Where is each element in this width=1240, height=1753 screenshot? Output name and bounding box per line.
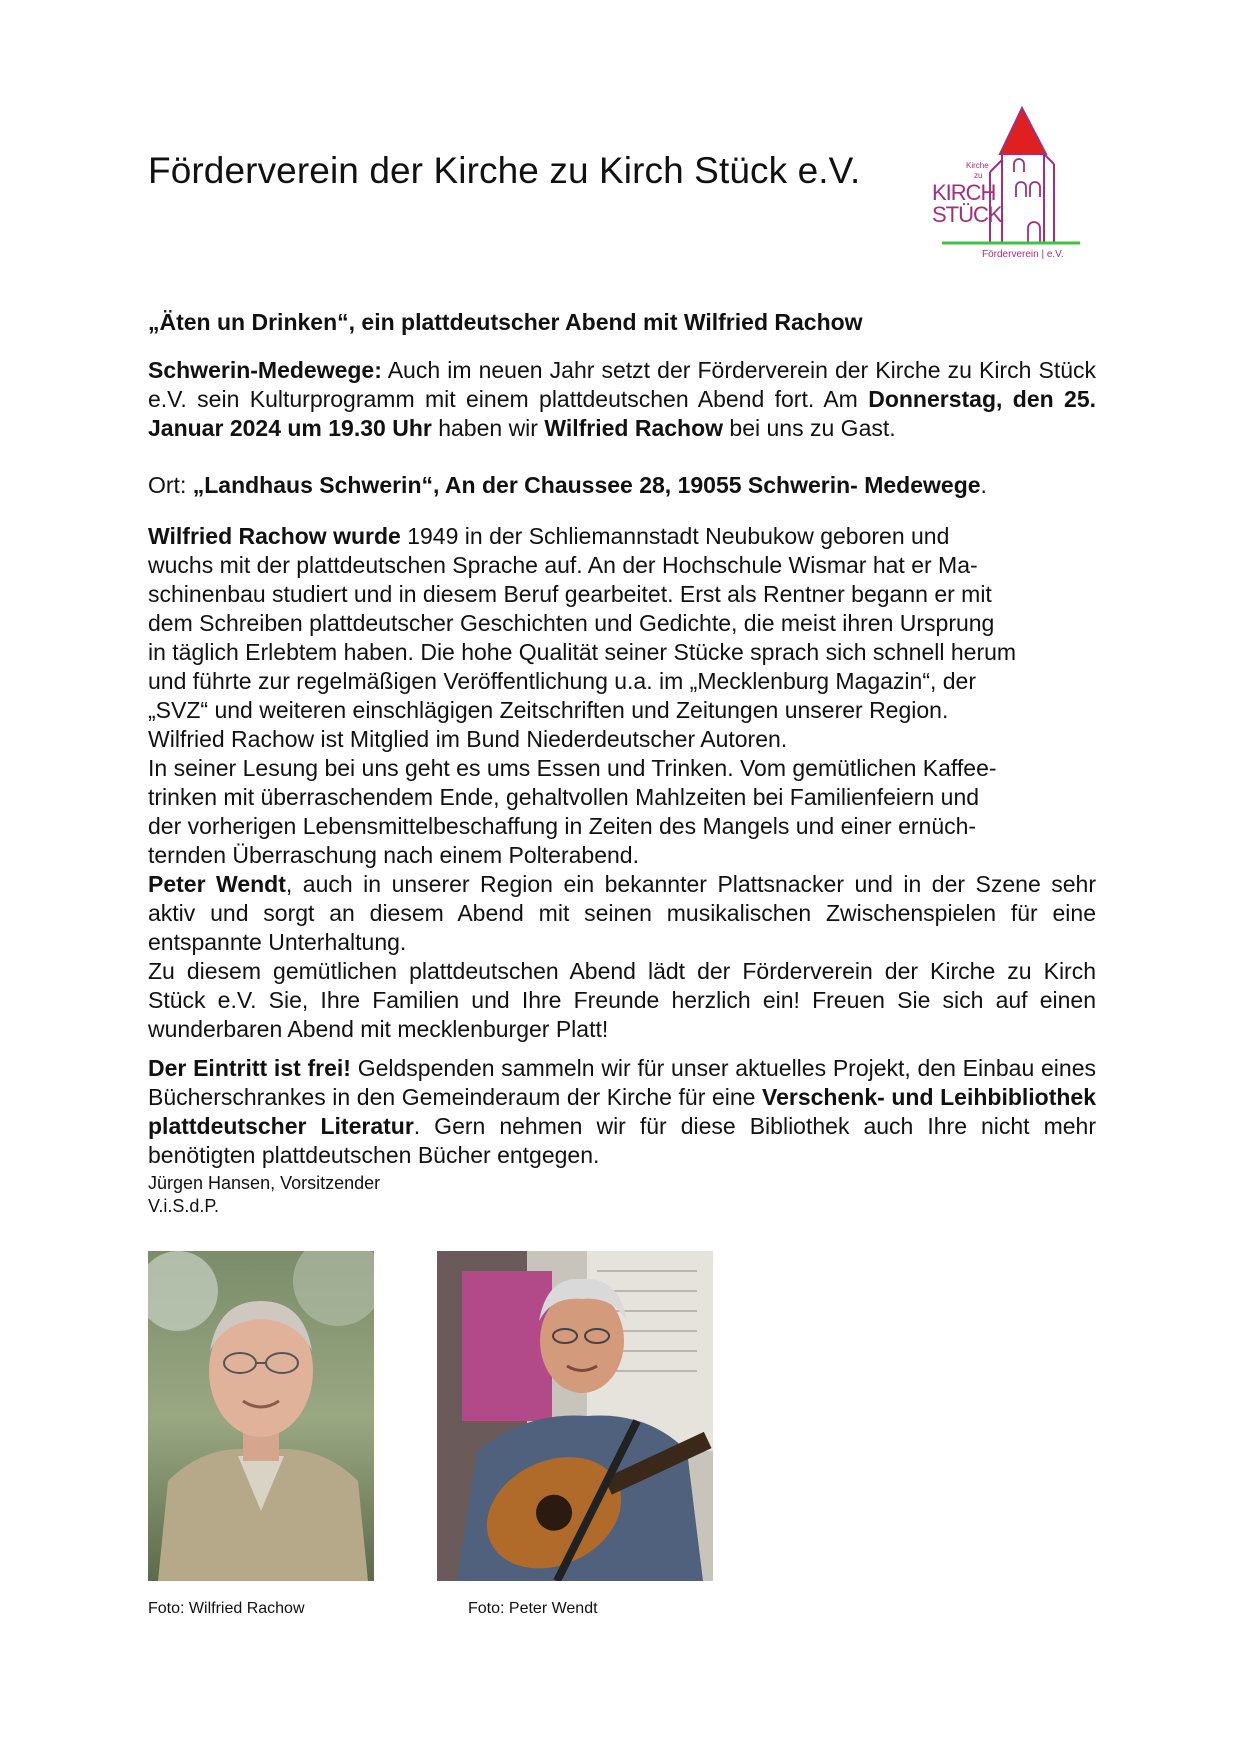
- signature: [148, 1172, 380, 1218]
- photo-peter-wendt: [437, 1251, 713, 1581]
- logo-text-zu: zu: [974, 171, 983, 180]
- bio-line: dem Schreiben plattdeutscher Geschichten und Gedichte, die meist ihren Ursprung: [148, 610, 995, 636]
- entry-text-2: . Gern nehmen wir für diese Bibliothek auch Ihre nicht mehr benötigten plattdeutschen Bücher entgegen.: [148, 1113, 1096, 1168]
- signature-visdp: V.i.S.d.P.: [148, 1196, 220, 1216]
- intro-date: Donnerstag, den 25. Januar 2024 um 19.30 Uhr: [148, 386, 1097, 441]
- entry-free: Der Eintritt ist frei!: [148, 1055, 351, 1081]
- bio-line: wuchs mit der plattdeutschen Sprache auf. An der Hochschule Wismar hat er Ma-: [148, 552, 978, 578]
- entry-paragraph: [148, 1054, 1096, 1170]
- bio-line: [148, 522, 1096, 551]
- intro-paragraph: [148, 356, 1096, 443]
- bio-line: trinken mit überraschendem Ende, gehaltvollen Mahlzeiten bei Familienfeiern und: [148, 784, 980, 810]
- intro-text-2: haben wir: [431, 415, 545, 441]
- musician-text: , auch in unserer Region ein bekannter Plattsnacker und in der Szene sehr aktiv und sorgt an diesem Abend mit seinen musikalischen Zwischenspielen für eine entspannte Unterhaltung.: [148, 871, 1096, 955]
- bio-line-text: 1949 in der Schliemannstadt Neubukow geboren und: [400, 523, 950, 549]
- bio-line: In seiner Lesung bei uns geht es ums Essen und Trinken. Vom gemütlichen Kaffee-: [148, 755, 997, 781]
- logo-text-kirche: Kirche: [966, 161, 989, 170]
- location-line: [148, 471, 1096, 500]
- intro-place: Schwerin-Medewege:: [148, 357, 382, 383]
- musician-name: Peter Wendt: [148, 871, 286, 897]
- bio-line: und führte zur regelmäßigen Veröffentlichung u.a. im „Mecklenburg Magazin“, der: [148, 668, 977, 694]
- intro-guest: Wilfried Rachow: [544, 415, 724, 441]
- musician-image: [437, 1251, 713, 1581]
- page-title: Förderverein der Kirche zu Kirch Stück e.V.: [148, 150, 861, 191]
- bio-name: Wilfried Rachow wurde: [148, 523, 401, 549]
- intro-text-3: bei uns zu Gast.: [723, 415, 896, 441]
- signature-name: Jürgen Hansen, Vorsitzender: [148, 1173, 381, 1193]
- bio-line: schinenbau studiert und in diesem Beruf gearbeitet. Erst als Rentner begann er mit: [148, 581, 992, 607]
- caption-wilfried-rachow: Foto: Wilfried Rachow: [148, 1600, 305, 1617]
- logo-text-stueck: STÜCK: [932, 202, 1002, 227]
- bio-section: [148, 522, 1096, 1044]
- caption-peter-wendt: Foto: Peter Wendt: [468, 1600, 598, 1617]
- bio-line: ternden Überraschung nach einem Polterabend.: [148, 842, 639, 868]
- roof-shape: [1000, 108, 1046, 154]
- intro-text-1: Auch im neuen Jahr setzt der Förderverein der Kirche zu Kirch Stück e.V. sein Kulturprogramm mit einem plattdeutschen Abend fort. Am: [148, 357, 1096, 412]
- bio-line: Wilfried Rachow ist Mitglied im Bund Niederdeutscher Autoren.: [148, 726, 788, 752]
- logo-text-foerderverein: Förderverein | e.V.: [982, 249, 1064, 260]
- bio-line: „SVZ“ und weiteren einschlägigen Zeitschriften und Zeitungen unserer Region.: [148, 697, 949, 723]
- bio-line: in täglich Erlebtem haben. Die hohe Qualität seiner Stücke sprach sich schnell herum: [148, 639, 1017, 665]
- bio-line: der vorherigen Lebensmittelbeschaffung in Zeiten des Mangels und einer ernüch-: [148, 813, 977, 839]
- article-headline: „Äten un Drinken“, ein plattdeutscher Abend mit Wilfried Rachow: [148, 309, 863, 335]
- entry-library: Verschenk- und Leihbibliothek plattdeutscher Literatur: [148, 1084, 1096, 1139]
- portrait-image: [148, 1251, 374, 1581]
- invitation-paragraph: Zu diesem gemütlichen plattdeutschen Abend lädt der Förderverein der Kirche zu Kirch Stück e.V. Sie, Ihre Familien und Ihre Freunde herzlich ein! Freuen Sie sich auf einen wunderbaren Abend mit mecklenburger Platt!: [148, 958, 1096, 1042]
- logo-text-kirch: KIRCH: [932, 180, 996, 205]
- location-end: .: [980, 472, 987, 498]
- entry-text-1: Geldspenden sammeln wir für unser aktuelles Projekt, den Einbau eines Bücherschrankes in den Gemeinderaum der Kirche für eine: [148, 1055, 1096, 1110]
- church-logo: [930, 102, 1100, 262]
- location-label: Ort:: [148, 472, 193, 498]
- location-value: „Landhaus Schwerin“, An der Chaussee 28, 19055 Schwerin- Medewege: [192, 472, 981, 498]
- church-logo-graphic: [930, 102, 1100, 262]
- musician-paragraph: [148, 870, 1096, 957]
- photo-wilfried-rachow: [148, 1251, 374, 1581]
